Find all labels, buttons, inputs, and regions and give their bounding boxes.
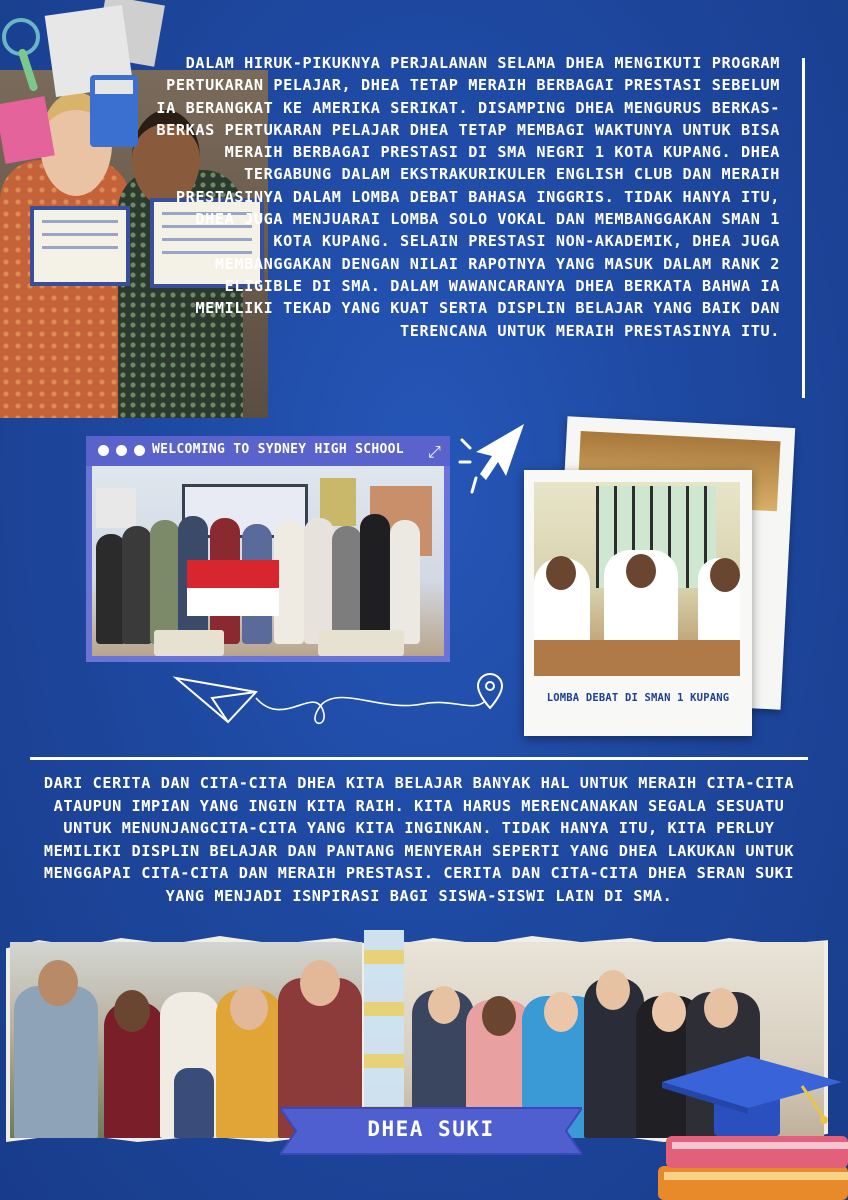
person-head xyxy=(544,992,578,1032)
student-head xyxy=(546,556,576,590)
person-head xyxy=(428,986,460,1024)
student-head xyxy=(626,554,656,588)
classroom-desk xyxy=(154,630,224,656)
student-left-dress xyxy=(0,160,130,418)
debate-photo xyxy=(534,482,740,676)
student-figure xyxy=(122,526,152,644)
expand-icon: ⤢ xyxy=(428,442,441,461)
closing-paragraph: DARI CERITA DAN CITA-CITA DHEA KITA BELAJAR BANYAK HAL UNTUK MERAIH CITA-CITA ATAUPUN IMPIAN YANG INGIN KITA RAIH. KITA HARUS MERENCANAKAN SEGALA SESUATU UNTUK MENUNJANGCITA-CITA YANG KITA INGINKAN. TIDAK HANYA ITU, KITA PERLUY MEMILIKI DISPLIN BELAJAR DAN PANTANG MENYERAH SEPERTI YANG DHEA LAKUKAN UNTUK MENGGAPAI CITA-CITA DAN MERAIH PRESTASI. CERITA DAN CITA-CITA DHEA SERAN SUKI YANG MENJADI ISNPIRASI BAGI SISWA-SISWI LAIN DI SMA. xyxy=(43,774,795,905)
student-head xyxy=(710,558,740,592)
polaroid-caption: LOMBA DEBAT DI SMAN 1 KUPANG xyxy=(546,692,730,704)
polaroid-debate xyxy=(524,470,752,736)
section-divider xyxy=(30,757,808,760)
certificate-left xyxy=(30,206,130,286)
calculator-icon xyxy=(90,75,138,147)
cursor-arrow-icon xyxy=(458,418,530,498)
person-head xyxy=(652,992,686,1032)
window-dot-icon xyxy=(116,445,127,456)
debate-table xyxy=(534,640,740,676)
window-dot-icon xyxy=(134,445,145,456)
child-figure xyxy=(174,1068,214,1138)
window-title: WELCOMING TO SYDNEY HIGH SCHOOL xyxy=(152,442,404,457)
student-figure xyxy=(150,520,180,644)
student-figure xyxy=(332,526,362,644)
sydney-classroom-photo xyxy=(92,466,444,656)
person-head xyxy=(230,986,268,1030)
sydney-window-frame xyxy=(86,436,450,662)
person-head xyxy=(596,970,630,1010)
person-head xyxy=(114,990,150,1032)
graduation-cap-icon xyxy=(652,1052,848,1200)
person-head xyxy=(300,960,340,1006)
person-head xyxy=(482,996,516,1036)
student-figure xyxy=(304,518,334,644)
student-figure xyxy=(360,514,390,644)
person-head xyxy=(38,960,78,1006)
person-figure xyxy=(14,986,98,1138)
paper-plane-icon xyxy=(172,668,512,738)
classroom-desk xyxy=(318,630,404,656)
window-dot-icon xyxy=(98,445,109,456)
student-figure xyxy=(390,520,420,644)
wall-poster xyxy=(96,488,136,528)
window-title-bar xyxy=(86,436,450,466)
indonesia-flag xyxy=(187,560,279,616)
name-ribbon-label: DHEA SUKI xyxy=(367,1117,495,1141)
person-head xyxy=(704,988,738,1028)
intro-paragraph: DALAM HIRUK-PIKUKNYA PERJALANAN SELAMA DHEA MENGIKUTI PROGRAM PERTUKARAN PELAJAR, DHEA TETAP MERAIH BERBAGAI PRESTASI SEBELUM IA BERANGKAT KE AMERIKA SERIKAT. DISAMPING DHEA MENGURUS BERKAS-BERKAS PERTUKARAN PELAJAR DHEA TETAP MEMBAGI WAKTUNYA UNTUK BISA MERAIH BERBAGAI PRESTASI DI SMA NEGRI 1 KOTA KUPANG. DHEA TERGABUNG DALAM EKSTRAKURIKULER ENGLISH CLUB DAN MERAIH PRESTASINYA DALAM LOMBA DEBAT BAHASA INGGRIS. TIDAK HANYA ITU, DHEA JUGA MENJUARAI LOMBA SOLO VOKAL DAN MEMBANGGAKAN SMAN 1 KOTA KUPANG. SELAIN PRESTASI NON-AKADEMIK, DHEA JUGA MEMBANGGAKAN DENGAN NILAI RAPOTNYA YANG MASUK DALAM RANK 2 ELIGIBLE DI SMA. DALAM WAWANCARANYA DHEA BERKATA BAHWA IA MEMILIKI TEKAD YANG KUAT SERTA DISPLIN BELAJAR YANG BAIK DAN TERENCANA UNTUK MERAIH PRESTASINYA ITU. xyxy=(156,54,780,340)
intro-vertical-rule xyxy=(802,58,805,398)
